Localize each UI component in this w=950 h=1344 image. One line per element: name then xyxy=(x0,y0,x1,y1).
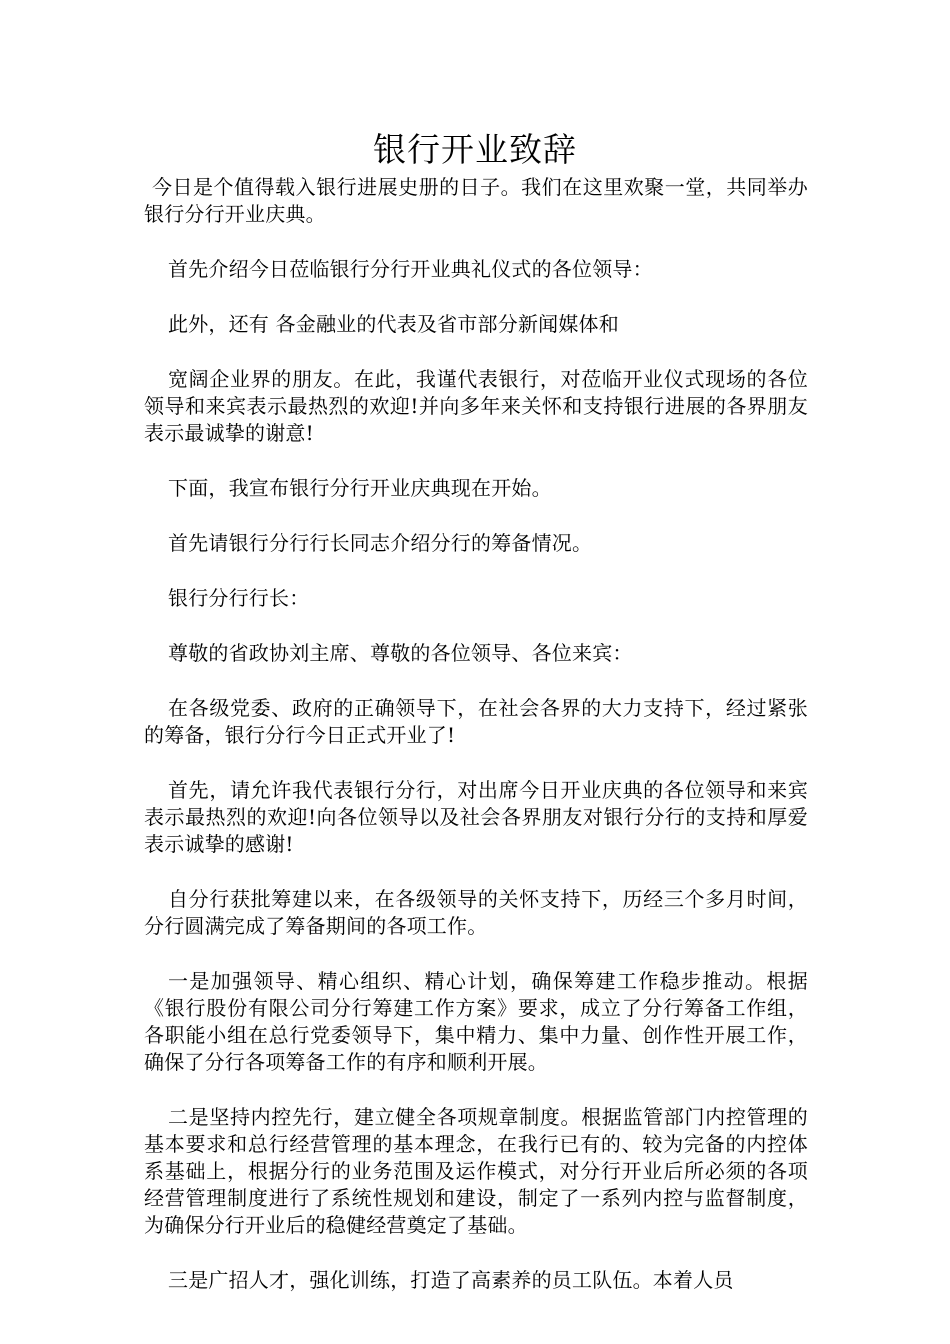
paragraph: 银行分行行长： xyxy=(168,586,310,610)
document-body xyxy=(144,174,808,1322)
paragraph: 此外，还有 各金融业的代表及省市部分新闻媒体和 xyxy=(168,312,619,336)
paragraph: 尊敬的省政协刘主席、尊敬的各位领导、各位来宾： xyxy=(168,641,633,665)
paragraph: 首先，请允许我代表银行分行，对出席今日开业庆典的各位领导和来宾表示最热烈的欢迎!向各位领导以及社会各界朋友对银行分行的支持和厚爱表示诚挚的感谢! xyxy=(144,778,808,856)
paragraph: 下面，我宣布银行分行开业庆典现在开始。 xyxy=(168,476,552,500)
paragraph: 今日是个值得载入银行进展史册的日子。我们在这里欢聚一堂，共同举办银行分行开业庆典。 xyxy=(144,175,808,226)
document-title: 银行开业致辞 xyxy=(373,130,577,169)
paragraph: 二是坚持内控先行，建立健全各项规章制度。根据监管部门内控管理的基本要求和总行经营管理的基本理念，在我行已有的、较为完备的内控体系基础上，根据分行的业务范围及运作模式，对分行开业后所必须的各项经营管理制度进行了系统性规划和建设，制定了一系列内控与监督制度，为确保分行开业后的稳健经营奠定了基础。 xyxy=(144,1105,808,1237)
paragraph: 首先请银行分行行长同志介绍分行的筹备情况。 xyxy=(168,531,593,555)
paragraph: 首先介绍今日莅临银行分行开业典礼仪式的各位领导： xyxy=(168,257,653,281)
paragraph: 一是加强领导、精心组织、精心计划，确保筹建工作稳步推动。根据《银行股份有限公司分行筹建工作方案》要求，成立了分行筹备工作组，各职能小组在总行党委领导下，集中精力、集中力量、创作性开展工作，确保了分行各项筹备工作的有序和顺利开展。 xyxy=(144,969,808,1074)
paragraph: 自分行获批筹建以来，在各级领导的关怀支持下，历经三个多月时间，分行圆满完成了筹备期间的各项工作。 xyxy=(144,887,808,938)
paragraph: 宽阔企业界的朋友。在此，我谨代表银行，对莅临开业仪式现场的各位领导和来宾表示最热烈的欢迎!并向多年来关怀和支持银行进展的各界朋友表示最诚挚的谢意! xyxy=(144,367,808,445)
paragraph: 三是广招人才，强化训练，打造了高素养的员工队伍。本着人员 xyxy=(168,1268,734,1292)
paragraph: 在各级党委、政府的正确领导下，在社会各界的大力支持下，经过紧张的筹备，银行分行今日正式开业了! xyxy=(144,696,808,747)
